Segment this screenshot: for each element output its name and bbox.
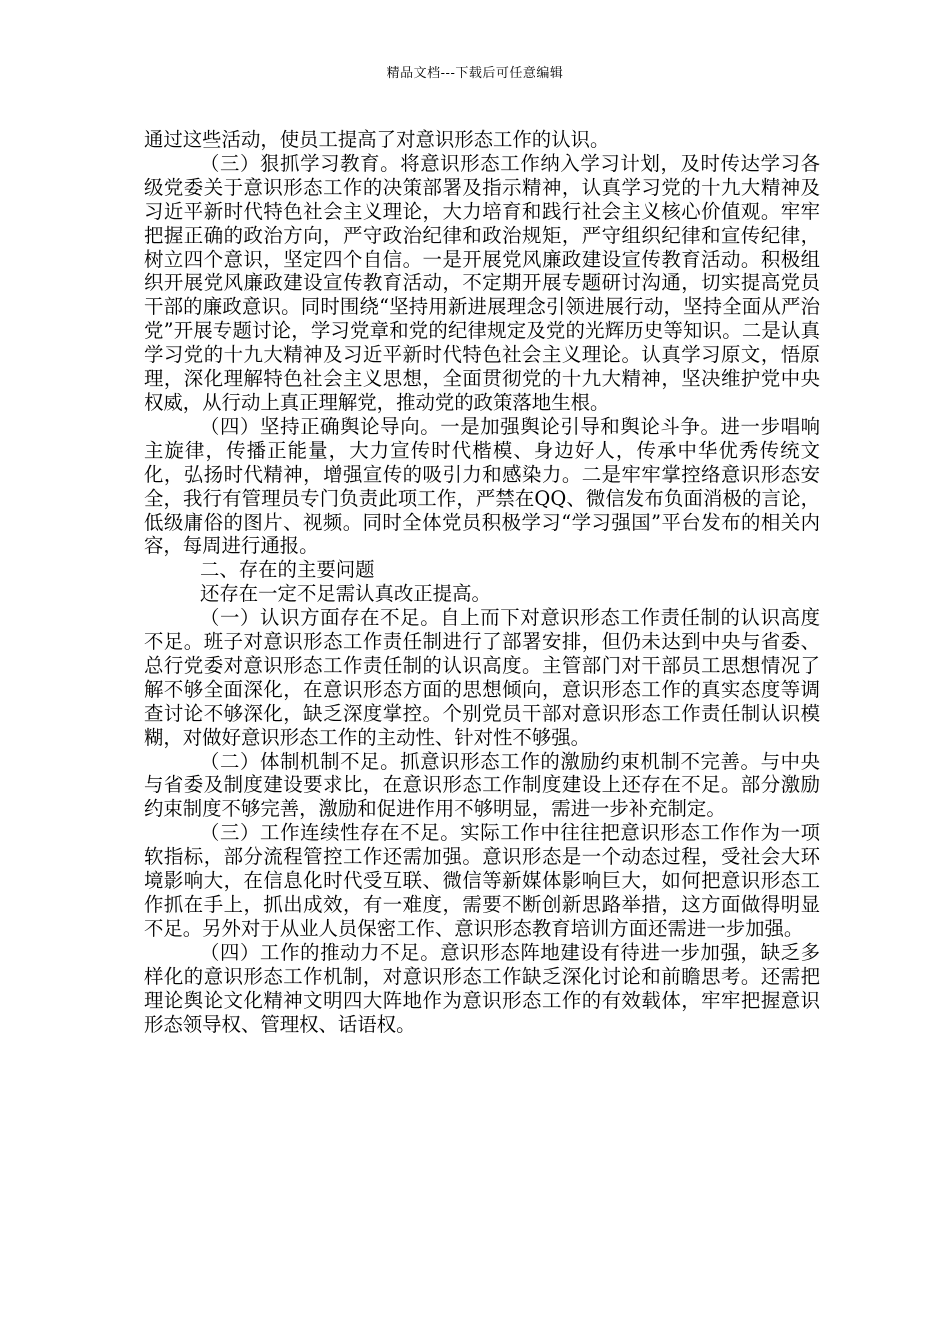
paragraph: 还存在一定不足需认真改正提高。 bbox=[200, 582, 491, 606]
paragraph: （二）体制机制不足。抓意识形态工作的激励约束机制不完善。与中央与省委及制度建设要求比，在意识形态工作制度建设上还存在不足。部分激励约束制度不够完善，激励和促进作用不够明显，需进一步补充制定。 bbox=[144, 749, 820, 821]
paragraph: （三）狠抓学习教育。将意识形态工作纳入学习计划，及时传达学习各级党委关于意识形态工作的决策部署及指示精神，认真学习党的十九大精神及习近平新时代特色社会主义理论，大力培育和践行社会主义核心价值观。牢牢把握正确的政治方向，严守政治纪律和政治规矩，严守组织纪律和宣传纪律，树立四个意识，坚定四个自信。一是开展党风廉政建设宣传教育活动。积极组织开展党风廉政建设宣传教育活动，不定期开展专题研讨沟通，切实提高党员干部的廉政意识。同时围绕“坚持用新进展理念引领进展行动，坚持全面从严治党”开展专题讨论，学习党章和党的纪律规定及党的光辉历史等知识。二是认真学习党的十九大精神及习近平新时代特色社会主义理论。认真学习原文，悟原理，深化理解特色社会主义思想，全面贯彻党的十九大精神，坚决维护党中央权威，从行动上真正理解党，推动党的政策落地生根。 bbox=[144, 151, 820, 414]
paragraph: （四）工作的推动力不足。意识形态阵地建设有待进一步加强，缺乏多样化的意识形态工作机制，对意识形态工作缺乏深化讨论和前瞻思考。还需把理论舆论文化精神文明四大阵地作为意识形态工作的有效载体，牢牢把握意识形态领导权、管理权、话语权。 bbox=[144, 940, 820, 1036]
paragraph: （一）认识方面存在不足。自上而下对意识形态工作责任制的认识高度不足。班子对意识形态工作责任制进行了部署安排，但仍未达到中央与省委、总行党委对意识形态工作责任制的认识高度。主管部门对干部员工思想情况了解不够全面深化，在意识形态方面的思想倾向，意识形态工作的真实态度等调查讨论不够深化，缺乏深度掌控。个别党员干部对意识形态工作责任制认识模糊，对做好意识形态工作的主动性、针对性不够强。 bbox=[144, 606, 820, 749]
section-heading: 二、存在的主要问题 bbox=[200, 558, 375, 582]
paragraph: （三）工作连续性存在不足。实际工作中往往把意识形态工作作为一项软指标，部分流程管控工作还需加强。意识形态是一个动态过程，受社会大环境影响大，在信息化时代受互联、微信等新媒体影响巨大，如何把意识形态工作抓在手上，抓出成效，有一难度，需要不断创新思路举措，这方面做得明显不足。另外对于从业人员保密工作、意识形态教育培训方面还需进一步加强。 bbox=[144, 821, 820, 940]
paragraph: （四）坚持正确舆论导向。一是加强舆论引导和舆论斗争。进一步唱响主旋律，传播正能量，大力宣传时代楷模、身边好人，传承中华优秀传统文化，弘扬时代精神，增强宣传的吸引力和感染力。二是牢牢掌控络意识形态安全，我行有管理员专门负责此项工作，严禁在QQ、微信发布负面消极的言论，低级庸俗的图片、视频。同时全体党员积极学习“学习强国”平台发布的相关内容，每周进行通报。 bbox=[144, 414, 820, 558]
paragraph: 通过这些活动，使员工提高了对意识形态工作的认识。 bbox=[144, 128, 610, 151]
page-header: 精品文档---下载后可任意编辑 bbox=[386, 66, 564, 81]
document-body bbox=[144, 128, 820, 1036]
